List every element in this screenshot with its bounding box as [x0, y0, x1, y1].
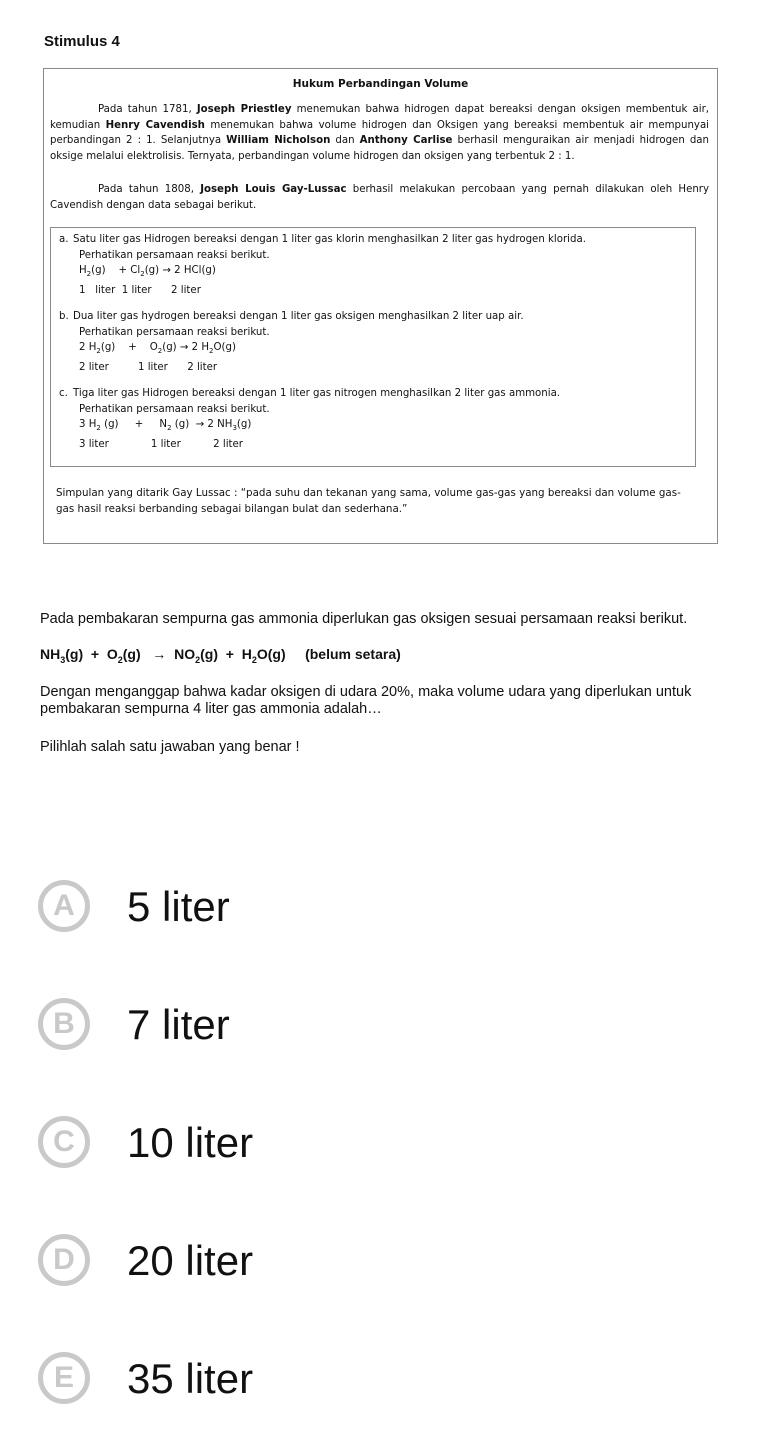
- option-d[interactable]: [36, 1228, 436, 1298]
- equation-a: $H_2(g)$ + $Cl_2(g) \to 2$ HCl(g): [79, 265, 216, 279]
- equation-b: 2 $H_2(g)$ + $O_2(g) \to 2$ $H_2O(g)$: [79, 342, 236, 356]
- experiment-item-c: c. Tiga liter gas Hidrogen bereaksi dengan 1 liter gas nitrogen menghasilkan 2 liter gas ammonia. Perhatikan persamaan reaksi berikut. 3 $H_2$ (g) + $N_2$ (g) → 2 $NH_3(g)$ 3 liter 1 liter 2 liter: [59, 386, 689, 452]
- question-text: Pada pembakaran sempurna gas ammonia diperlukan gas oksigen sesuai persamaan reaksi berikut.: [40, 611, 688, 627]
- option-text-b: 7 liter: [127, 1001, 230, 1048]
- option-b[interactable]: [36, 992, 436, 1062]
- option-letter-b: B: [38, 998, 90, 1050]
- instruction-text: Pilihlah salah satu jawaban yang benar !: [40, 739, 300, 755]
- experiment-data-box: [50, 227, 696, 467]
- paragraph-gay-lussac: Pada tahun 1808, Joseph Louis Gay-Lussac berhasil melakukan percobaan yang pernah dilakukan oleh Henry Cavendish dengan data sebagai berikut.: [50, 184, 710, 211]
- option-c[interactable]: [36, 1110, 436, 1180]
- option-text-a: 5 liter: [127, 883, 230, 930]
- experiment-item-a: a. Satu liter gas Hidrogen bereaksi dengan 1 liter gas klorin menghasilkan 2 liter gas hydrogen klorida. Perhatikan persamaan reaksi berikut. $H_2(g)$ + $Cl_2(g) \to 2$ HCl(g) 1 liter 1 liter 2 liter: [59, 232, 689, 298]
- box-title: Hukum Perbandingan Volume: [292, 78, 469, 90]
- experiment-item-b: b. Dua liter gas hydrogen bereaksi dengan 1 liter gas oksigen menghasilkan 2 liter uap air. Perhatikan persamaan reaksi berikut. 2 $H_2(g)$ + $O_2(g) \to 2$ $H_2O(g)$ 2 liter 1 liter 2 liter: [59, 309, 689, 375]
- option-letter-c: C: [38, 1116, 90, 1168]
- option-e[interactable]: [36, 1346, 436, 1416]
- option-letter-a: A: [38, 880, 90, 932]
- stimulus-box: [43, 68, 718, 544]
- option-letter-d: D: [38, 1234, 90, 1286]
- option-letter-e: E: [38, 1352, 90, 1404]
- option-a[interactable]: [36, 874, 436, 944]
- equation-c: 3 $H_2$ (g) + $N_2$ (g) → 2 $NH_3(g)$: [79, 419, 252, 433]
- option-text-e: 35 liter: [127, 1355, 254, 1402]
- question-prompt: Dengan menganggap bahwa kadar oksigen di udara 20%, maka volume udara yang diperlukan untuk pembakaran sempurna 4 liter gas ammonia adalah…: [40, 684, 692, 717]
- option-text-d: 20 liter: [127, 1237, 254, 1284]
- stimulus-title: Stimulus 4: [44, 33, 120, 50]
- paragraph-history: Pada tahun 1781, Joseph Priestley menemukan bahwa hidrogen dapat bereaksi dengan oksigen membentuk air, kemudian Henry Cavendish menemukan bahwa volume hidrogen dan Oksigen yang bereaksi membentuk air mempunyai perbandingan 2 : 1. Selanjutnya William Nicholson dan Anthony Carlise berhasil menguraikan air menjadi hidrogen dan oksige melalui elektrolisis. Ternyata, perbandingan volume hidrogen dan oksigen yang terbentuk 2 : 1.: [50, 104, 710, 162]
- reaction-equation: $NH_3(g) + O_2(g) \to NO_2(g) + H_2O(g)$ (belum setara): [40, 646, 401, 665]
- conclusion-text: Simpulan yang ditarik Gay Lussac : “pada suhu dan tekanan yang sama, volume gas-gas yang bereaksi dan volume gas-gas hasil reaksi berbanding sebagai bilangan bulat dan sederhana.”: [56, 487, 681, 515]
- option-text-c: 10 liter: [127, 1119, 254, 1166]
